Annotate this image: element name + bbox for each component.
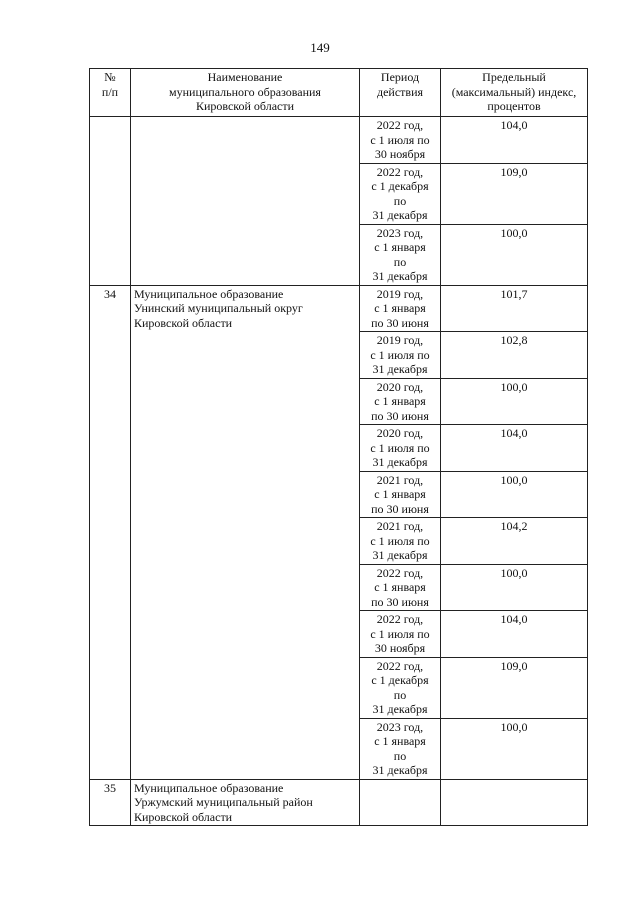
cell-index: 100,0 <box>441 378 588 425</box>
cell-index <box>441 779 588 826</box>
cell-period: 2021 год, с 1 июля по 31 декабря <box>360 518 441 565</box>
cell-period: 2023 год, с 1 января по 31 декабря <box>360 224 441 285</box>
cell-index: 100,0 <box>441 564 588 611</box>
cell-index: 100,0 <box>441 471 588 518</box>
cell-period: 2022 год, с 1 декабря по 31 декабря <box>360 163 441 224</box>
cell-index: 109,0 <box>441 657 588 718</box>
cell-index: 100,0 <box>441 718 588 779</box>
table-row <box>90 285 588 332</box>
table-row <box>90 779 588 826</box>
cell-period: 2022 год, с 1 июля по 30 ноября <box>360 611 441 658</box>
cell-period: 2019 год, с 1 июля по 31 декабря <box>360 332 441 379</box>
cell-index: 109,0 <box>441 163 588 224</box>
header-period: Период действия <box>360 69 441 117</box>
cell-name-empty <box>131 117 360 286</box>
cell-number: 35 <box>90 779 131 826</box>
cell-index: 104,0 <box>441 425 588 472</box>
table-body <box>90 117 588 826</box>
cell-period: 2022 год, с 1 января по 30 июня <box>360 564 441 611</box>
page-number: 149 <box>310 40 330 55</box>
header-municipality-name: Наименование муниципального образования Кировской области <box>131 69 360 117</box>
cell-period: 2023 год, с 1 января по 31 декабря <box>360 718 441 779</box>
cell-period: 2022 год, с 1 июля по 30 ноября <box>360 117 441 164</box>
cell-index: 102,8 <box>441 332 588 379</box>
cell-period <box>360 779 441 826</box>
cell-index: 101,7 <box>441 285 588 332</box>
cell-number: 34 <box>90 285 131 779</box>
cell-period: 2020 год, с 1 июля по 31 декабря <box>360 425 441 472</box>
cell-period: 2019 год, с 1 января по 30 июня <box>360 285 441 332</box>
cell-municipality-name: Муниципальное образование Уржумский муниципальный район Кировской области <box>131 779 360 826</box>
header-max-index: Предельный (максимальный) индекс, процентов <box>441 69 588 117</box>
cell-period: 2020 год, с 1 января по 30 июня <box>360 378 441 425</box>
cell-period: 2021 год, с 1 января по 30 июня <box>360 471 441 518</box>
table-row <box>90 117 588 164</box>
cell-period: 2022 год, с 1 декабря по 31 декабря <box>360 657 441 718</box>
header-number: № п/п <box>90 69 131 117</box>
cell-index: 104,0 <box>441 611 588 658</box>
cell-index: 100,0 <box>441 224 588 285</box>
tariff-index-table <box>89 68 588 826</box>
cell-index: 104,0 <box>441 117 588 164</box>
table-header-row <box>90 69 588 117</box>
cell-index: 104,2 <box>441 518 588 565</box>
cell-municipality-name: Муниципальное образование Унинский муниципальный округ Кировской области <box>131 285 360 779</box>
cell-number-empty <box>90 117 131 286</box>
